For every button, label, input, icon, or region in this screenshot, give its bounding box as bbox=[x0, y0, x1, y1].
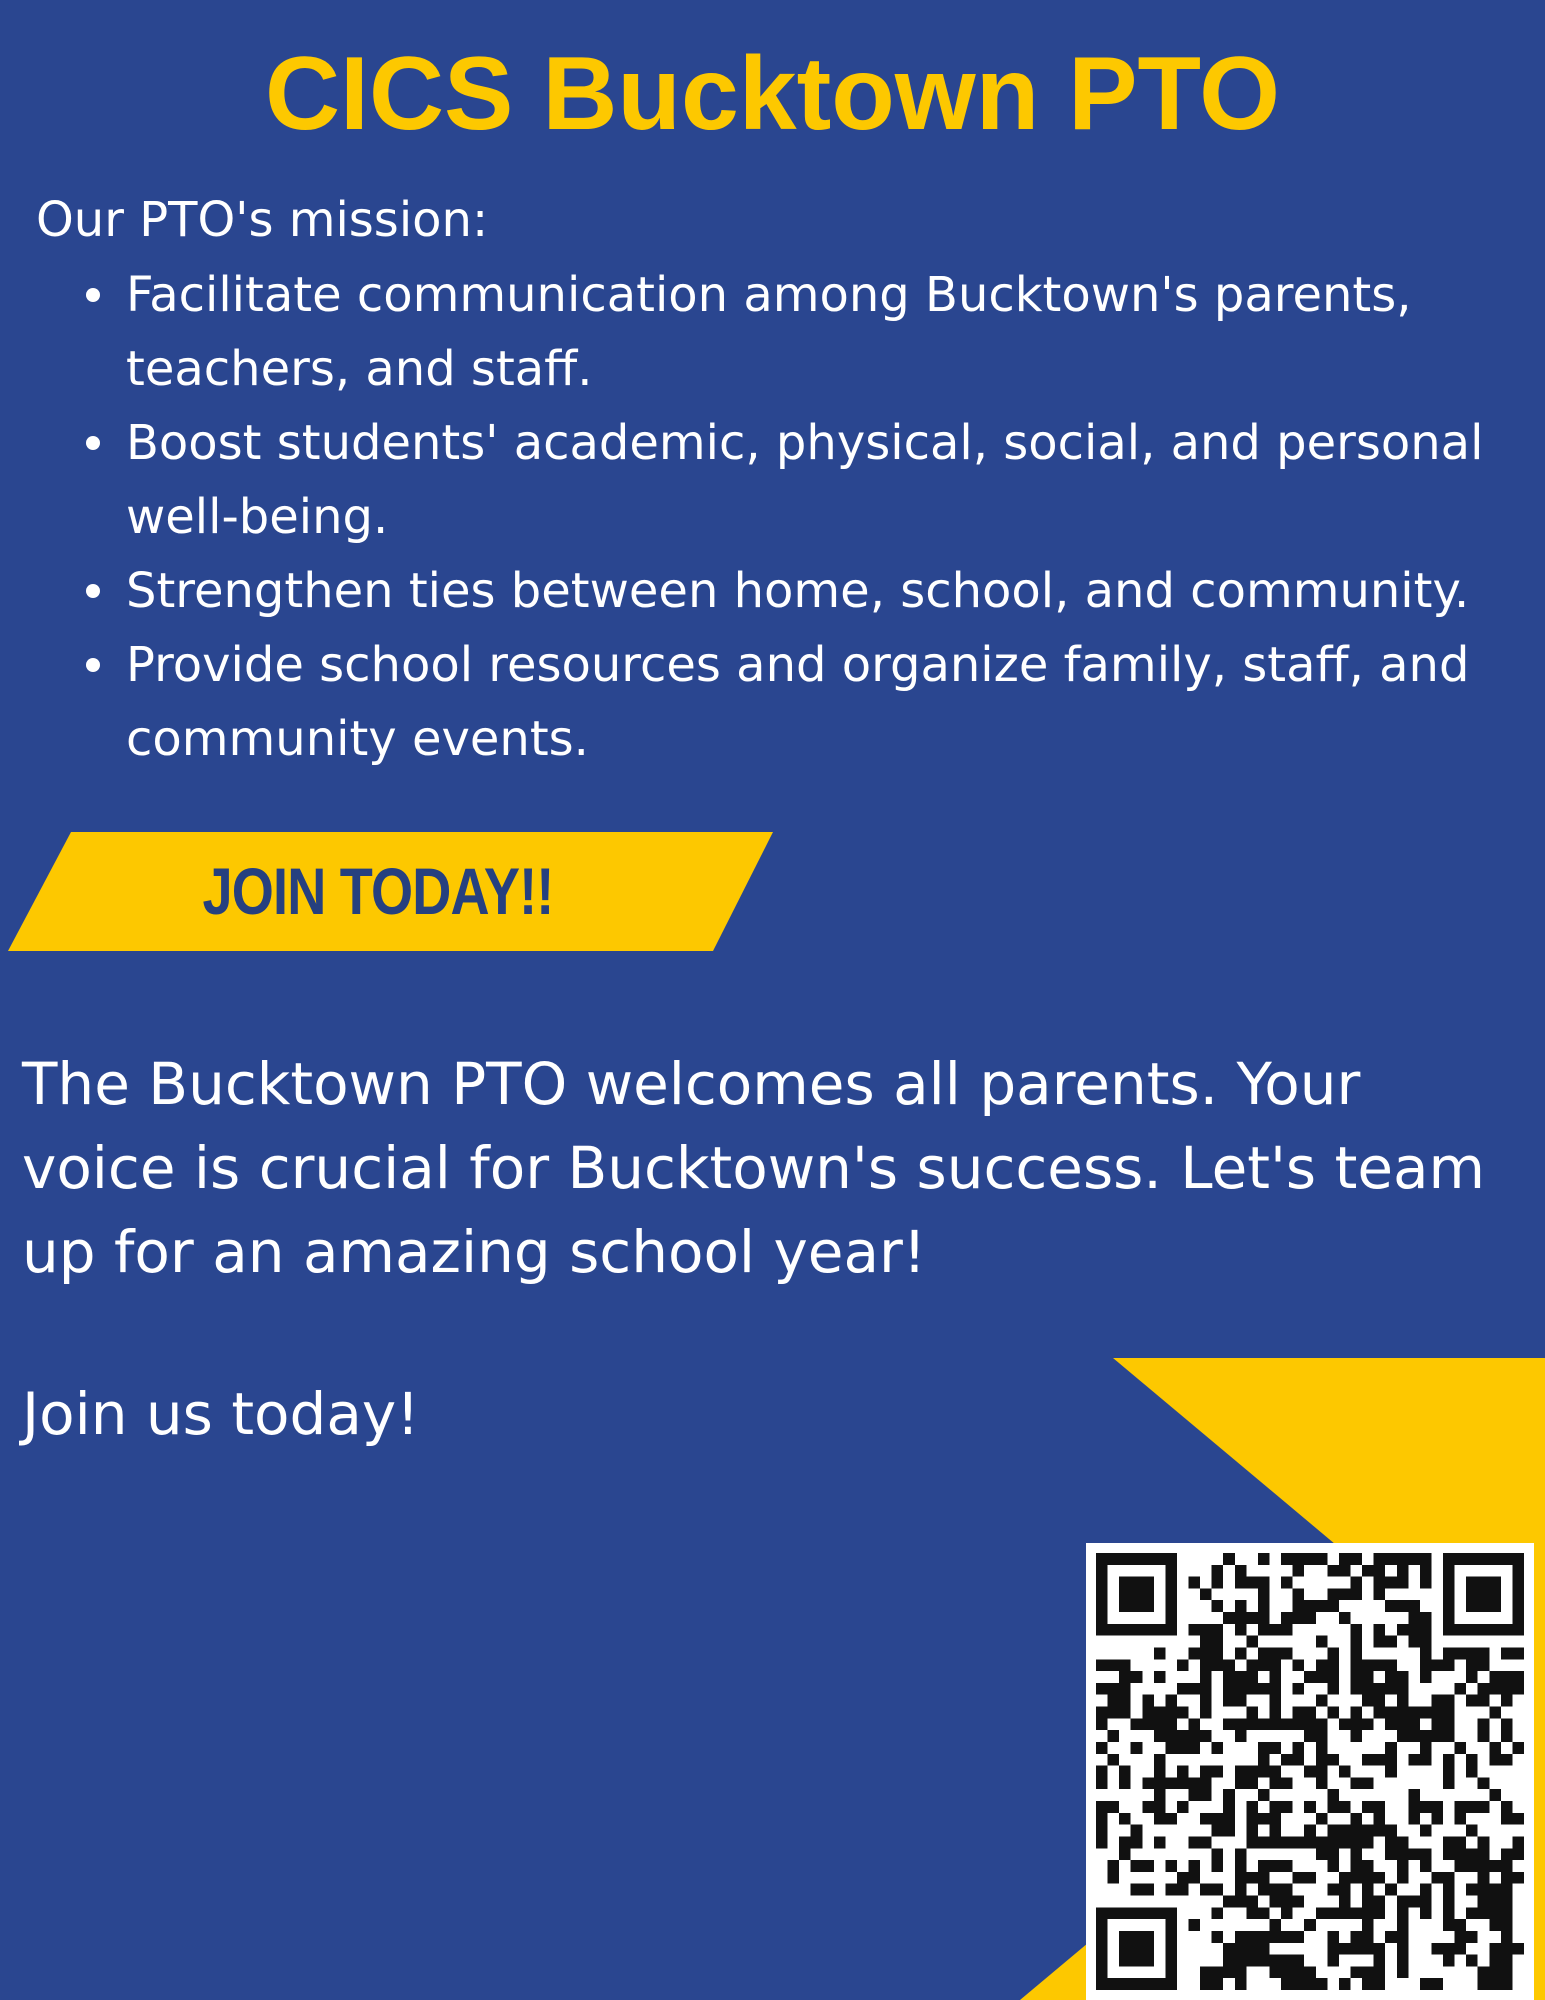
join-today-label: JOIN TODAY!! bbox=[202, 854, 554, 928]
mission-item bbox=[80, 554, 1520, 628]
mission-item-text: Facilitate communication among Bucktown's parents, teachers, and staff. bbox=[126, 267, 1412, 397]
join-today-banner bbox=[8, 832, 773, 951]
bullet-icon bbox=[86, 288, 100, 302]
mission-item-text: Strengthen ties between home, school, and community. bbox=[126, 563, 1470, 619]
welcome-paragraph: The Bucktown PTO welcomes all parents. Your voice is crucial for Bucktown's success. Let's team up for an amazing school year! bbox=[22, 1050, 1486, 1286]
mission-heading: Our PTO's mission: bbox=[36, 192, 489, 248]
bullet-icon bbox=[86, 436, 100, 450]
qr-code[interactable] bbox=[1086, 1543, 1534, 2000]
page-title: CICS Bucktown PTO bbox=[264, 36, 1281, 152]
mission-item bbox=[80, 258, 1520, 406]
mission-item bbox=[80, 628, 1520, 776]
mission-item bbox=[80, 406, 1520, 554]
closing-line: Join us today! bbox=[22, 1380, 420, 1448]
bullet-icon bbox=[86, 584, 100, 598]
mission-item-text: Provide school resources and organize family, staff, and community events. bbox=[126, 637, 1470, 767]
mission-item-text: Boost students' academic, physical, social, and personal well-being. bbox=[126, 415, 1484, 545]
mission-list bbox=[80, 258, 1520, 776]
qr-code-icon bbox=[1096, 1553, 1524, 1990]
bullet-icon bbox=[86, 658, 100, 672]
